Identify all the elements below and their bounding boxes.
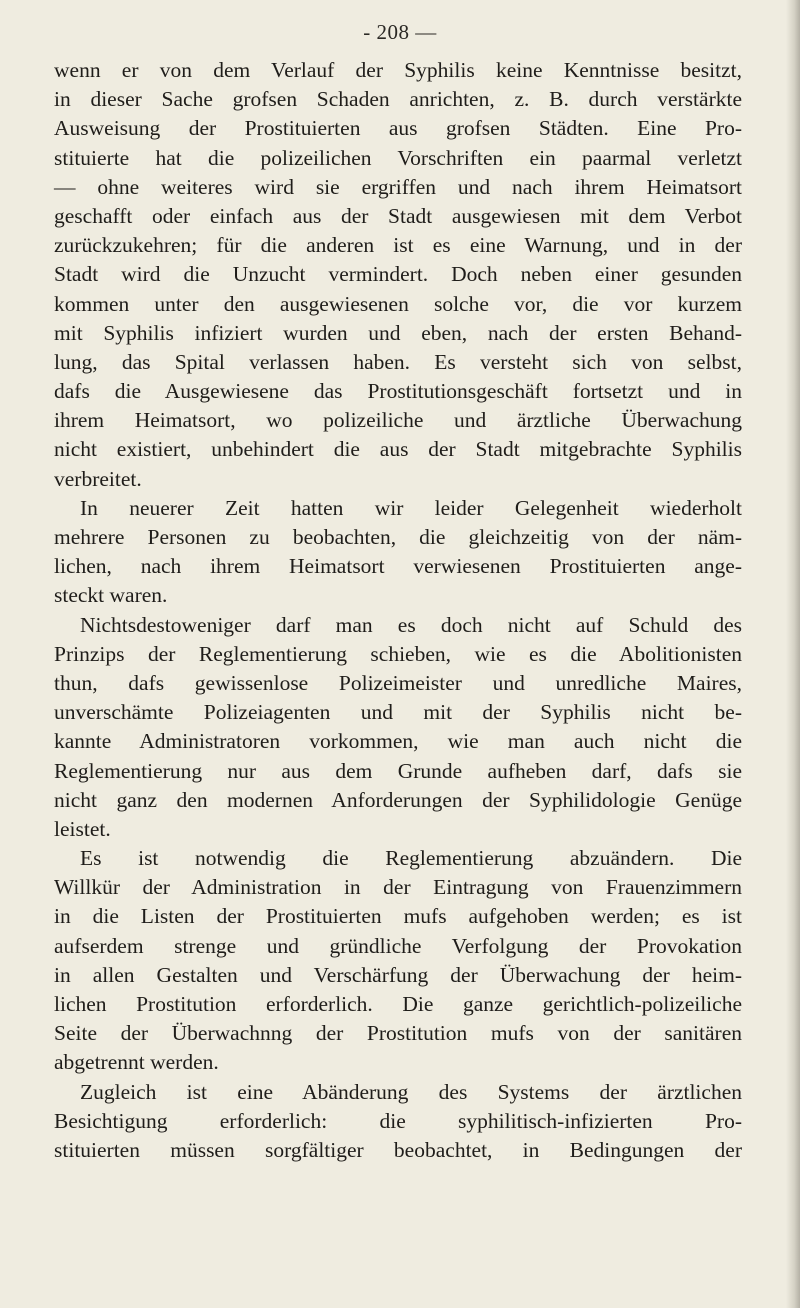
text-line: leistet. bbox=[54, 816, 111, 841]
text-line: nicht ganz den modernen Anforderungen der Syphilidologie Genüge bbox=[54, 787, 742, 812]
text-line: Prinzips der Reglementierung schieben, wie es die Abolitionisten bbox=[54, 641, 742, 666]
text-line: Zugleich ist eine Abänderung des Systems der ärztlichen bbox=[80, 1079, 742, 1104]
text-line: aufserdem strenge und gründliche Verfolgung der Provokation bbox=[54, 933, 742, 958]
text-line: Willkür der Administration in der Eintragung von Frauenzimmern bbox=[54, 875, 742, 900]
text-line: lichen, nach ihrem Heimatsort verwiesenen Prostituierten ange- bbox=[54, 554, 742, 579]
page-number: - 208 — bbox=[363, 20, 437, 44]
text-line: stituierte hat die polizeilichen Vorschriften ein paarmal verletzt bbox=[54, 145, 742, 170]
text-line: Stadt wird die Unzucht vermindert. Doch neben einer gesunden bbox=[54, 262, 742, 287]
text-line: in allen Gestalten und Verschärfung der Überwachung der heim- bbox=[54, 962, 742, 987]
text-line: in die Listen der Prostituierten mufs aufgehoben werden; es ist bbox=[54, 904, 742, 929]
text-line: In neuerer Zeit hatten wir leider Gelegenheit wiederholt bbox=[80, 495, 742, 520]
text-line: — ohne weiteres wird sie ergriffen und nach ihrem Heimatsort bbox=[54, 174, 742, 199]
text-line: kannte Administratoren vorkommen, wie man auch nicht die bbox=[54, 729, 742, 754]
text-line: mehrere Personen zu beobachten, die gleichzeitig von der näm- bbox=[54, 525, 742, 549]
text-line: steckt waren. bbox=[54, 583, 168, 608]
text-line: Es ist notwendig die Reglementierung abzuändern. Die bbox=[80, 846, 742, 871]
text-line: ihrem Heimatsort, wo polizeiliche und ärztliche Überwachung bbox=[54, 408, 742, 433]
text-line: in dieser Sache grofsen Schaden anrichten, z. B. durch verstärkte bbox=[54, 87, 742, 112]
text-line: kommen unter den ausgewiesenen solche vor, die vor kurzem bbox=[54, 291, 742, 316]
text-line: verbreitet. bbox=[54, 466, 142, 491]
text-line: lichen Prostitution erforderlich. Die ganze gerichtlich-polizeiliche bbox=[54, 992, 742, 1016]
text-line: wenn er von dem Verlauf der Syphilis keine Kenntnisse besitzt, bbox=[54, 58, 742, 82]
page-edge-shadow bbox=[786, 0, 800, 1308]
text-line: Seite der Überwachnng der Prostitution mufs von der sanitären bbox=[54, 1021, 742, 1046]
text-line: thun, dafs gewissenlose Polizeimeister und unredliche Maires, bbox=[54, 670, 742, 695]
text-line: Reglementierung nur aus dem Grunde aufheben darf, dafs sie bbox=[54, 758, 742, 783]
text-line: stituierten müssen sorgfältiger beobachtet, in Bedingungen der bbox=[54, 1137, 742, 1162]
text-line: lung, das Spital verlassen haben. Es versteht sich von selbst, bbox=[54, 349, 742, 374]
body-text bbox=[54, 56, 742, 1165]
text-line: geschafft oder einfach aus der Stadt ausgewiesen mit dem Verbot bbox=[54, 203, 742, 228]
text-line: zurückzukehren; für die anderen ist es eine Warnung, und in der bbox=[54, 233, 742, 258]
text-line: nicht existiert, unbehindert die aus der Stadt mitgebrachte Syphilis bbox=[54, 437, 742, 462]
text-line: dafs die Ausgewiesene das Prostitutionsgeschäft fortsetzt und in bbox=[54, 379, 742, 404]
text-line: mit Syphilis infiziert wurden und eben, nach der ersten Behand- bbox=[54, 320, 742, 345]
text-line: unverschämte Polizeiagenten und mit der Syphilis nicht be- bbox=[54, 700, 742, 725]
text-line: Nichtsdestoweniger darf man es doch nicht auf Schuld des bbox=[80, 612, 742, 637]
text-line: Ausweisung der Prostituierten aus grofsen Städten. Eine Pro- bbox=[54, 116, 742, 141]
text-line: abgetrennt werden. bbox=[54, 1050, 219, 1075]
text-line: Besichtigung erforderlich: die syphilitisch-infizierten Pro- bbox=[54, 1108, 742, 1133]
